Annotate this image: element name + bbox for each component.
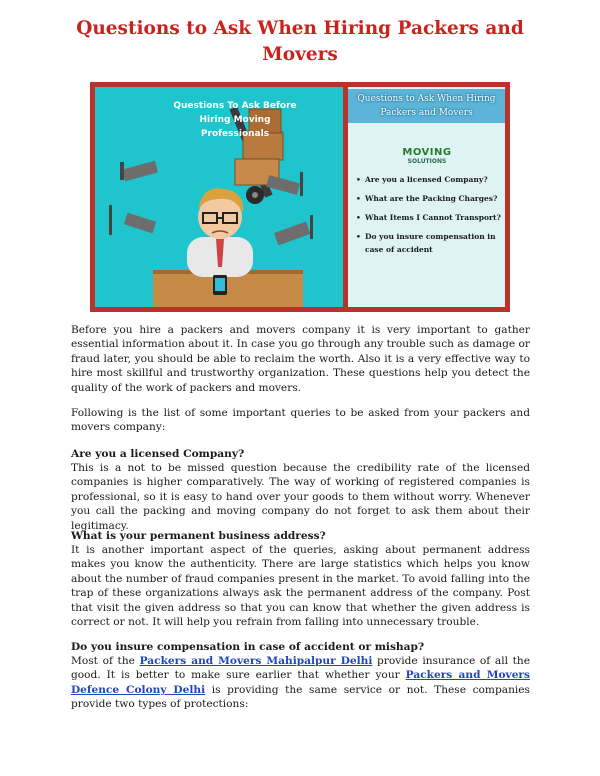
hero-bullet: • Are you a licensed Company? bbox=[356, 173, 504, 186]
section-heading-address: What is your permanent business address? bbox=[71, 530, 326, 542]
section-body-licensed: This is a not to be missed question because the credibility rate of the licensed companies is higher comparatively. The way of working of registered companies is professional, so it is easy to hand over your goods to them without worry. Whenever you call the packing and moving company do not forget to ask them about their legitimacy. bbox=[71, 462, 530, 532]
section-heading-insurance: Do you insure compensation in case of accident or mishap? bbox=[71, 641, 425, 653]
hero-image bbox=[90, 82, 510, 312]
desk-icon bbox=[153, 272, 303, 307]
hero-illustration bbox=[95, 87, 343, 307]
section-body-address: It is another important aspect of the queries, asking about permanent address makes you know the authenticity. There are large statistics which helps you know about the number of fraud companies present in the market. To avoid falling into the trap of these organizations always ask the permanent address of the company. Post that visit the given address so that you can know that whether the given address is correct or not. It will help you refrain from falling into unnecessary trouble. bbox=[71, 544, 530, 629]
hero-left-heading: Questions To Ask Before Hiring Moving Professionals bbox=[173, 101, 297, 139]
hero-bullet-list bbox=[356, 173, 504, 262]
list-intro-paragraph: Following is the list of some important queries to be asked from your packers and movers company: bbox=[71, 407, 530, 434]
logo-word: MOVING bbox=[402, 147, 452, 158]
logo-sub: SOLUTIONS bbox=[407, 158, 447, 165]
insurance-text-1: Most of the bbox=[71, 655, 140, 667]
insurance-text-3: is providing the same service or not. These companies provide two types of protections: bbox=[71, 683, 530, 711]
hero-sidebar bbox=[348, 87, 505, 307]
person-icon bbox=[187, 188, 253, 277]
insurance-text-2: provide insurance of all the good. It is better to make sure earlier that whether your bbox=[71, 655, 530, 682]
page-title: Questions to Ask When Hiring Packers and Movers bbox=[76, 18, 524, 65]
section-heading-licensed: Are you a licensed Company? bbox=[71, 448, 245, 460]
moving-solutions-logo bbox=[390, 147, 464, 167]
hero-bullet: • What Items I Cannot Transport? bbox=[356, 211, 504, 224]
link-packers-movers-defence-colony[interactable]: Packers and Movers Defence Colony Delhi bbox=[71, 669, 530, 696]
intro-paragraph: Before you hire a packers and movers company it is very important to gather essential information about it. In case you go through any trouble such as damage or fraud later, you should be able to reclaim the worth. Also it is a very effective way to hire most skillful and trustworthy organization. These questions help you detect the quality of the work of packers and movers. bbox=[71, 324, 530, 394]
link-packers-movers-mahipalpur[interactable]: Packers and Movers Mahipalpur Delhi bbox=[139, 655, 373, 667]
hero-bullet: • What are the Packing Charges? bbox=[356, 192, 504, 205]
hero-right-heading: Questions to Ask When Hiring Packers and Movers bbox=[348, 89, 505, 123]
hero-bullet: • Do you insure compensation in case of accident bbox=[356, 230, 504, 256]
section-body-insurance bbox=[71, 654, 530, 712]
